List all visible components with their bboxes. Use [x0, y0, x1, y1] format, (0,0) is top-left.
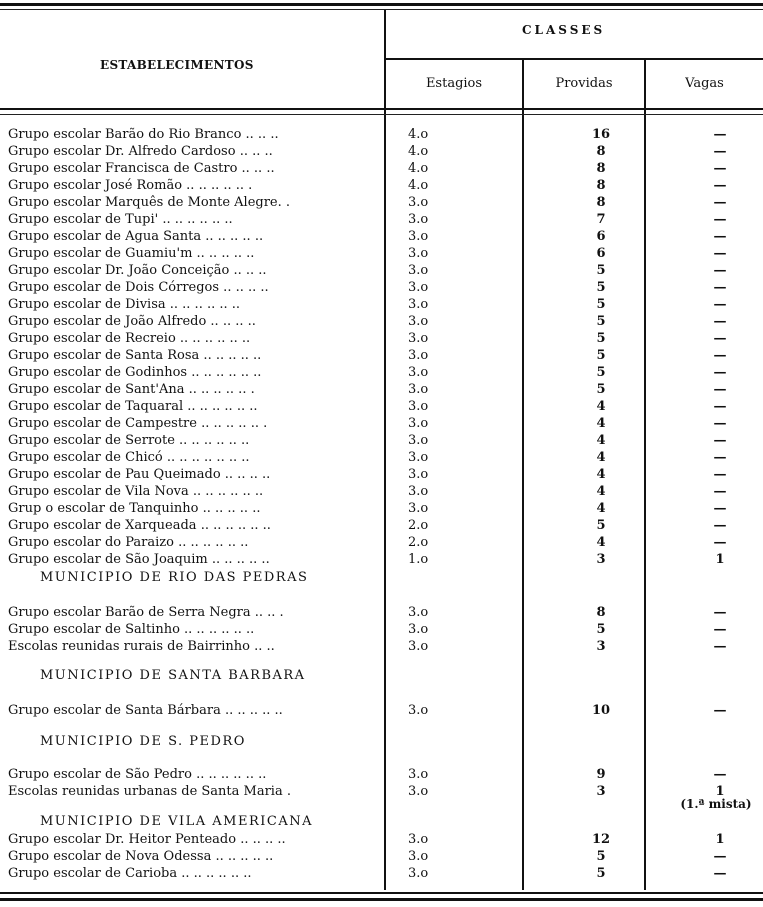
vacant-value: — — [713, 127, 727, 142]
vacant-value: 1 — [715, 784, 725, 799]
vacant-value: — — [713, 229, 727, 244]
municipality-rio-das-pedras: MUNICIPIO DE RIO DAS PEDRAS — [40, 570, 309, 585]
filled-value: 5 — [596, 348, 606, 363]
vacant-value: — — [713, 416, 727, 431]
vacant-value: — — [713, 178, 727, 193]
filled-value: 8 — [596, 161, 606, 176]
stage-value: 3.o — [408, 767, 429, 782]
vacant-value: — — [713, 331, 727, 346]
vacant-value: — — [713, 484, 727, 499]
filled-value: 4 — [596, 433, 606, 448]
table-row — [0, 194, 763, 211]
filled-value: 5 — [596, 849, 606, 864]
filled-value: 4 — [596, 399, 606, 414]
vacant-value: — — [713, 212, 727, 227]
table-row — [0, 466, 763, 483]
municipality-vila-americana: MUNICIPIO DE VILA AMERICANA — [40, 814, 313, 829]
school-name: Grupo escolar de Guamiu'm .. .. .. .. .. — [8, 246, 255, 261]
filled-value: 8 — [596, 178, 606, 193]
table-row — [0, 262, 763, 279]
school-name: Grupo escolar Barão do Rio Branco .. .. .. — [8, 127, 279, 142]
filled-value: 4 — [596, 416, 606, 431]
school-name: Grupo escolar de Santa Rosa .. .. .. .. .. — [8, 348, 262, 363]
bottom-rule-thick — [0, 898, 763, 901]
filled-value: 3 — [596, 552, 606, 567]
stage-value: 3.o — [408, 416, 429, 431]
filled-value: 4 — [596, 450, 606, 465]
table-row — [0, 415, 763, 432]
school-name: Grupo escolar de Taquaral .. .. .. .. .. .. — [8, 399, 258, 414]
stage-value: 4.o — [408, 127, 429, 142]
school-name: Grupo escolar de São Pedro .. .. .. .. .. .. — [8, 767, 267, 782]
school-name: Grupo escolar de Dois Córregos .. .. .. .. — [8, 280, 269, 295]
stage-value: 3.o — [408, 433, 429, 448]
school-name: Grupo escolar de João Alfredo .. .. .. .. — [8, 314, 256, 329]
stage-value: 3.o — [408, 703, 429, 718]
filled-value: 6 — [596, 246, 606, 261]
school-name: Grupo escolar de Santa Bárbara .. .. .. .. .. — [8, 703, 283, 718]
vacant-value: — — [713, 314, 727, 329]
table-row — [0, 211, 763, 228]
vacant-value: — — [713, 246, 727, 261]
table-row — [0, 702, 763, 719]
vacant-value: — — [713, 365, 727, 380]
filled-value: 5 — [596, 280, 606, 295]
stage-value: 3.o — [408, 467, 429, 482]
filled-value: 10 — [591, 703, 611, 718]
vacancy-note: (1.ª mista) — [680, 797, 752, 811]
stage-value: 1.o — [408, 552, 429, 567]
table-row — [0, 398, 763, 415]
table-row — [0, 783, 763, 800]
vacant-value: — — [713, 501, 727, 516]
filled-value: 4 — [596, 501, 606, 516]
stage-value: 3.o — [408, 212, 429, 227]
vacant-value: — — [713, 518, 727, 533]
school-name: Grupo escolar de Carioba .. .. .. .. .. .. — [8, 866, 252, 881]
table-row — [0, 621, 763, 638]
stage-value: 2.o — [408, 518, 429, 533]
school-name: Grupo escolar de Tupi' .. .. .. .. .. .. — [8, 212, 233, 227]
vacant-value: — — [713, 144, 727, 159]
vacant-value: — — [713, 263, 727, 278]
table-row — [0, 330, 763, 347]
header-bottom-rule — [0, 108, 763, 110]
school-name: Escolas reunidas urbanas de Santa Maria . — [8, 784, 291, 799]
school-name: Grupo escolar de Nova Odessa .. .. .. .. .. — [8, 849, 274, 864]
school-name: Grupo escolar de Sant'Ana .. .. .. .. .. . — [8, 382, 255, 397]
school-name: Grupo escolar do Paraizo .. .. .. .. .. .. — [8, 535, 249, 550]
school-name: Grupo escolar de Xarqueada .. .. .. .. .. .. — [8, 518, 271, 533]
school-name: Grupo escolar Dr. Alfredo Cardoso .. .. .. — [8, 144, 273, 159]
vacant-value: — — [713, 866, 727, 881]
stage-value: 3.o — [408, 866, 429, 881]
table-row — [0, 534, 763, 551]
header-vacant: Vagas — [685, 76, 724, 91]
vacant-value: — — [713, 622, 727, 637]
table-row — [0, 313, 763, 330]
table-row — [0, 766, 763, 783]
stage-value: 3.o — [408, 365, 429, 380]
stage-value: 3.o — [408, 246, 429, 261]
vacant-value: — — [713, 849, 727, 864]
vacant-value: — — [713, 703, 727, 718]
filled-value: 8 — [596, 144, 606, 159]
filled-value: 8 — [596, 605, 606, 620]
vacant-value: — — [713, 467, 727, 482]
stage-value: 3.o — [408, 229, 429, 244]
stage-value: 3.o — [408, 331, 429, 346]
stage-value: 3.o — [408, 348, 429, 363]
table-row — [0, 551, 763, 568]
table-row — [0, 848, 763, 865]
filled-value: 6 — [596, 229, 606, 244]
school-name: Grupo escolar de Vila Nova .. .. .. .. .. .. — [8, 484, 264, 499]
school-name: Grup o escolar de Tanquinho .. .. .. .. .. — [8, 501, 261, 516]
filled-value: 3 — [596, 639, 606, 654]
vacant-value: — — [713, 161, 727, 176]
filled-value: 3 — [596, 784, 606, 799]
table-row — [0, 432, 763, 449]
stage-value: 3.o — [408, 605, 429, 620]
school-name: Grupo escolar de Chicó .. .. .. .. .. .. .. — [8, 450, 250, 465]
filled-value: 5 — [596, 866, 606, 881]
table-row — [0, 126, 763, 143]
stage-value: 4.o — [408, 178, 429, 193]
filled-value: 5 — [596, 382, 606, 397]
table-row — [0, 296, 763, 313]
table-row — [0, 279, 763, 296]
vacant-value: — — [713, 450, 727, 465]
vacant-value: — — [713, 297, 727, 312]
vacant-value: 1 — [715, 552, 725, 567]
table-row — [0, 638, 763, 655]
table-row — [0, 160, 763, 177]
table-row — [0, 831, 763, 848]
stage-value: 2.o — [408, 535, 429, 550]
stage-value: 3.o — [408, 450, 429, 465]
table-row — [0, 177, 763, 194]
vacant-value: 1 — [715, 832, 725, 847]
filled-value: 4 — [596, 484, 606, 499]
bottom-rule — [0, 892, 763, 894]
filled-value: 4 — [596, 535, 606, 550]
stage-value: 3.o — [408, 484, 429, 499]
stage-value: 3.o — [408, 297, 429, 312]
table-row — [0, 449, 763, 466]
vacant-value: — — [713, 280, 727, 295]
table-row — [0, 604, 763, 621]
school-name: Grupo escolar Dr. Heitor Penteado .. .. .. .. — [8, 832, 286, 847]
school-name: Grupo escolar de São Joaquim .. .. .. .. .. — [8, 552, 270, 567]
vacant-value: — — [713, 348, 727, 363]
stage-value: 3.o — [408, 399, 429, 414]
vacant-value: — — [713, 535, 727, 550]
filled-value: 5 — [596, 314, 606, 329]
filled-value: 5 — [596, 263, 606, 278]
municipality-santa-barbara: MUNICIPIO DE SANTA BARBARA — [40, 668, 306, 683]
table-row — [0, 500, 763, 517]
table-row — [0, 517, 763, 534]
school-name: Grupo escolar de Agua Santa .. .. .. .. .. — [8, 229, 264, 244]
school-name: Grupo escolar de Divisa .. .. .. .. .. .. — [8, 297, 241, 312]
filled-value: 5 — [596, 297, 606, 312]
top-rule-thin — [0, 9, 763, 10]
filled-value: 7 — [596, 212, 606, 227]
header-filled: Providas — [555, 76, 613, 91]
filled-value: 5 — [596, 622, 606, 637]
stage-value: 3.o — [408, 639, 429, 654]
header-establishments: ESTABELECIMENTOS — [100, 58, 254, 72]
school-name: Grupo escolar Dr. João Conceição .. .. .. — [8, 263, 267, 278]
stage-value: 3.o — [408, 382, 429, 397]
vacant-value: — — [713, 433, 727, 448]
vacant-value: — — [713, 195, 727, 210]
school-name: Grupo escolar de Godinhos .. .. .. .. .. .. — [8, 365, 262, 380]
stage-value: 3.o — [408, 263, 429, 278]
table-row — [0, 483, 763, 500]
header-bottom-rule-thin — [0, 114, 763, 115]
table-row — [0, 865, 763, 882]
school-name: Grupo escolar de Pau Queimado .. .. .. .. — [8, 467, 271, 482]
filled-value: 5 — [596, 331, 606, 346]
school-name: Grupo escolar Francisca de Castro .. .. .. — [8, 161, 275, 176]
filled-value: 8 — [596, 195, 606, 210]
classes-underline — [386, 58, 763, 60]
school-name: Grupo escolar Barão de Serra Negra .. .. . — [8, 605, 284, 620]
filled-value: 5 — [596, 365, 606, 380]
stage-value: 3.o — [408, 280, 429, 295]
header-stages: Estagios — [425, 76, 483, 91]
table-row — [0, 364, 763, 381]
school-name: Grupo escolar de Serrote .. .. .. .. .. .. — [8, 433, 250, 448]
filled-value: 12 — [591, 832, 611, 847]
table-row — [0, 347, 763, 364]
stage-value: 4.o — [408, 144, 429, 159]
school-name: Grupo escolar José Romão .. .. .. .. .. . — [8, 178, 253, 193]
vacant-value: — — [713, 605, 727, 620]
filled-value: 4 — [596, 467, 606, 482]
vacant-value: — — [713, 767, 727, 782]
table-row — [0, 228, 763, 245]
top-rule — [0, 3, 763, 6]
school-name: Grupo escolar de Saltinho .. .. .. .. .. .. — [8, 622, 255, 637]
filled-value: 9 — [596, 767, 606, 782]
school-name: Grupo escolar de Recreio .. .. .. .. .. .. — [8, 331, 251, 346]
school-name: Grupo escolar Marquês de Monte Alegre. . — [8, 195, 291, 210]
stage-value: 3.o — [408, 849, 429, 864]
header-classes: CLASSES — [522, 23, 606, 37]
filled-value: 5 — [596, 518, 606, 533]
stage-value: 3.o — [408, 501, 429, 516]
vacant-value: — — [713, 639, 727, 654]
vacant-value: — — [713, 382, 727, 397]
vacant-value: — — [713, 399, 727, 414]
filled-value: 16 — [591, 127, 611, 142]
school-name: Escolas reunidas rurais de Bairrinho .. .. — [8, 639, 275, 654]
stage-value: 3.o — [408, 784, 429, 799]
municipality-s-pedro: MUNICIPIO DE S. PEDRO — [40, 734, 246, 749]
table-row — [0, 143, 763, 160]
table-row — [0, 245, 763, 262]
stage-value: 4.o — [408, 161, 429, 176]
school-name: Grupo escolar de Campestre .. .. .. .. .. . — [8, 416, 268, 431]
stage-value: 3.o — [408, 314, 429, 329]
table-row — [0, 381, 763, 398]
stage-value: 3.o — [408, 195, 429, 210]
stage-value: 3.o — [408, 622, 429, 637]
stage-value: 3.o — [408, 832, 429, 847]
